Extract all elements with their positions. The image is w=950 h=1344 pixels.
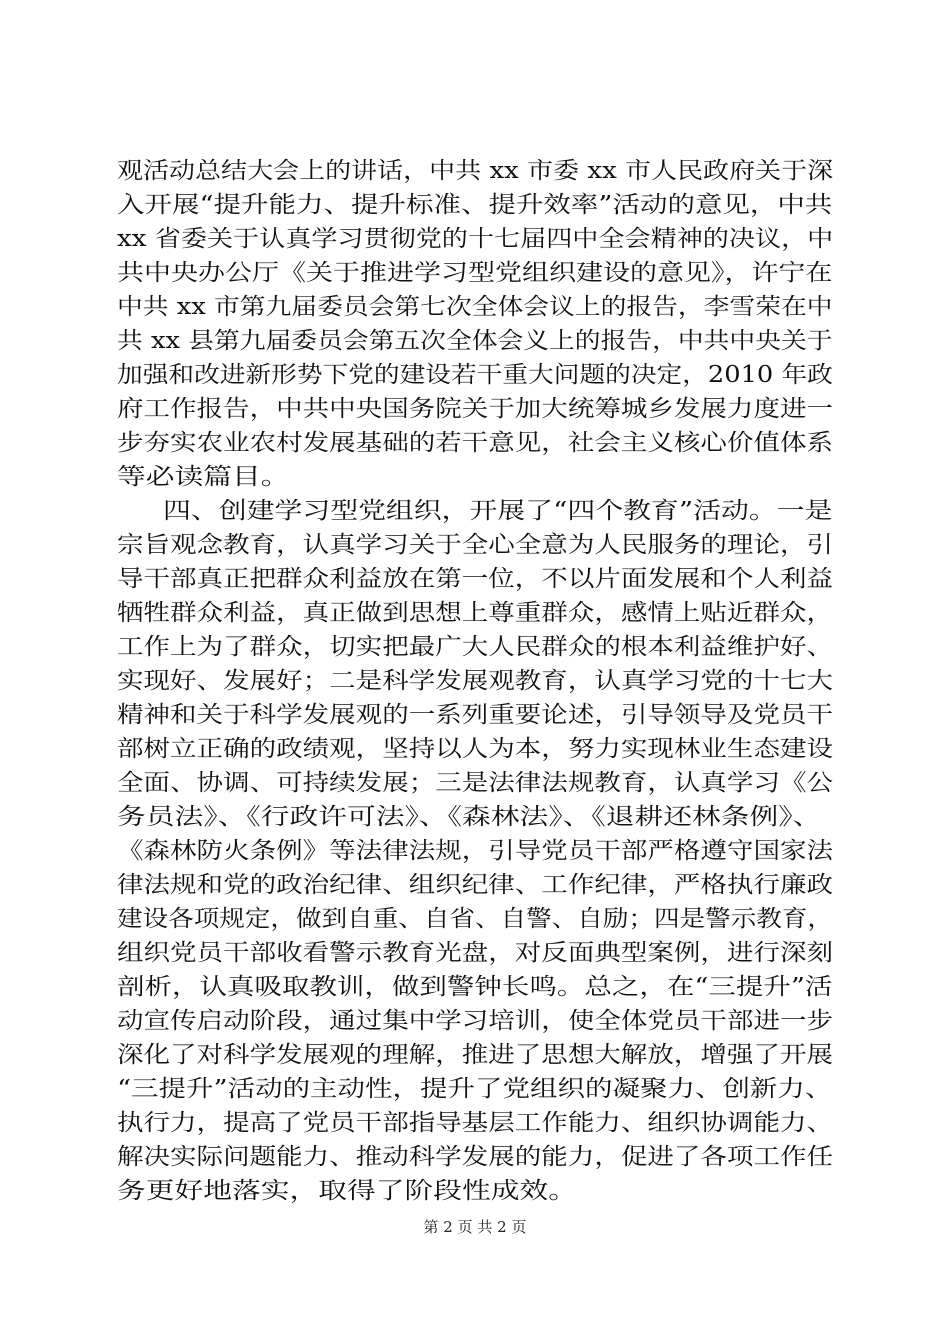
paragraph-start-line: 四、创建学习型党组织，开展了“四个教育”活动。一是 [163, 498, 833, 524]
text-line: 剖析，认真吸取教训，做到警钟长鸣。总之，在“三提升”活 [117, 974, 833, 1000]
text-line: xx 省委关于认真学习贯彻党的十七届四中全会精神的决议，中 [117, 226, 834, 252]
text-line: 导干部真正把群众利益放在第一位，不以片面发展和个人利益 [117, 566, 834, 592]
text-line: 共中央办公厅《关于推进学习型党组织建设的意见》，许宁在 [117, 260, 833, 286]
text-line: 牺牲群众利益，真正做到思想上尊重群众，感情上贴近群众， [117, 600, 834, 626]
text-line: 共 xx 县第九届委员会第五次全体会义上的报告，中共中央关于 [117, 328, 833, 354]
text-line: 加强和改进新形势下党的建设若干重大问题的决定，2010 年政 [117, 362, 833, 388]
text-line: 务更好地落实，取得了阶段性成效。 [117, 1178, 577, 1204]
text-line: 部树立正确的政绩观，坚持以人为本，努力实现林业生态建设 [117, 736, 834, 762]
text-line: 实现好、发展好；二是科学发展观教育，认真学习党的十七大 [117, 668, 834, 694]
text-line: 步夯实农业农村发展基础的若干意见，社会主义核心价值体系 [117, 430, 834, 456]
text-line: 动宣传启动阶段，通过集中学习培训，使全体党员干部进一步 [117, 1008, 834, 1034]
text-line: 精神和关于科学发展观的一系列重要论述，引导领导及党员干 [117, 702, 834, 728]
text-line: 观活动总结大会上的讲话，中共 xx 市委 xx 市人民政府关于深 [117, 158, 834, 184]
text-line: 全面、协调、可持续发展；三是法律法规教育，认真学习《公 [117, 770, 834, 796]
text-line: 律法规和党的政治纪律、组织纪律、工作纪律，严格执行廉政 [117, 872, 834, 898]
text-line: 解决实际问题能力、推动科学发展的能力，促进了各项工作任 [117, 1144, 834, 1170]
text-line: 宗旨观念教育，认真学习关于全心全意为人民服务的理论，引 [117, 532, 834, 558]
text-line: 等必读篇目。 [117, 464, 290, 490]
text-line: “三提升”活动的主动性，提升了党组织的凝聚力、创新力、 [117, 1076, 833, 1102]
text-line: 入开展“提升能力、提升标准、提升效率”活动的意见，中共 [117, 192, 833, 218]
text-line: 建设各项规定，做到自重、自省、自警、自励；四是警示教育， [117, 906, 833, 932]
text-line: 中共 xx 市第九届委员会第七次全体会议上的报告，李雪荣在中 [117, 294, 833, 320]
page-number-footer: 第 2 页 共 2 页 [423, 1218, 527, 1236]
text-line: 务员法》、《行政许可法》、《森林法》、《退耕还林条例》、 [117, 804, 822, 830]
text-line: 府工作报告，中共中央国务院关于加大统筹城乡发展力度进一 [117, 396, 834, 422]
text-line: 深化了对科学发展观的理解，推进了思想大解放，增强了开展 [117, 1042, 834, 1068]
text-line: 《森林防火条例》等法律法规，引导党员干部严格遵守国家法 [117, 838, 834, 864]
text-line: 组织党员干部收看警示教育光盘，对反面典型案例，进行深刻 [117, 940, 834, 966]
text-line: 工作上为了群众，切实把最广大人民群众的根本利益维护好、 [117, 634, 834, 660]
text-line: 执行力，提高了党员干部指导基层工作能力、组织协调能力、 [117, 1110, 834, 1136]
